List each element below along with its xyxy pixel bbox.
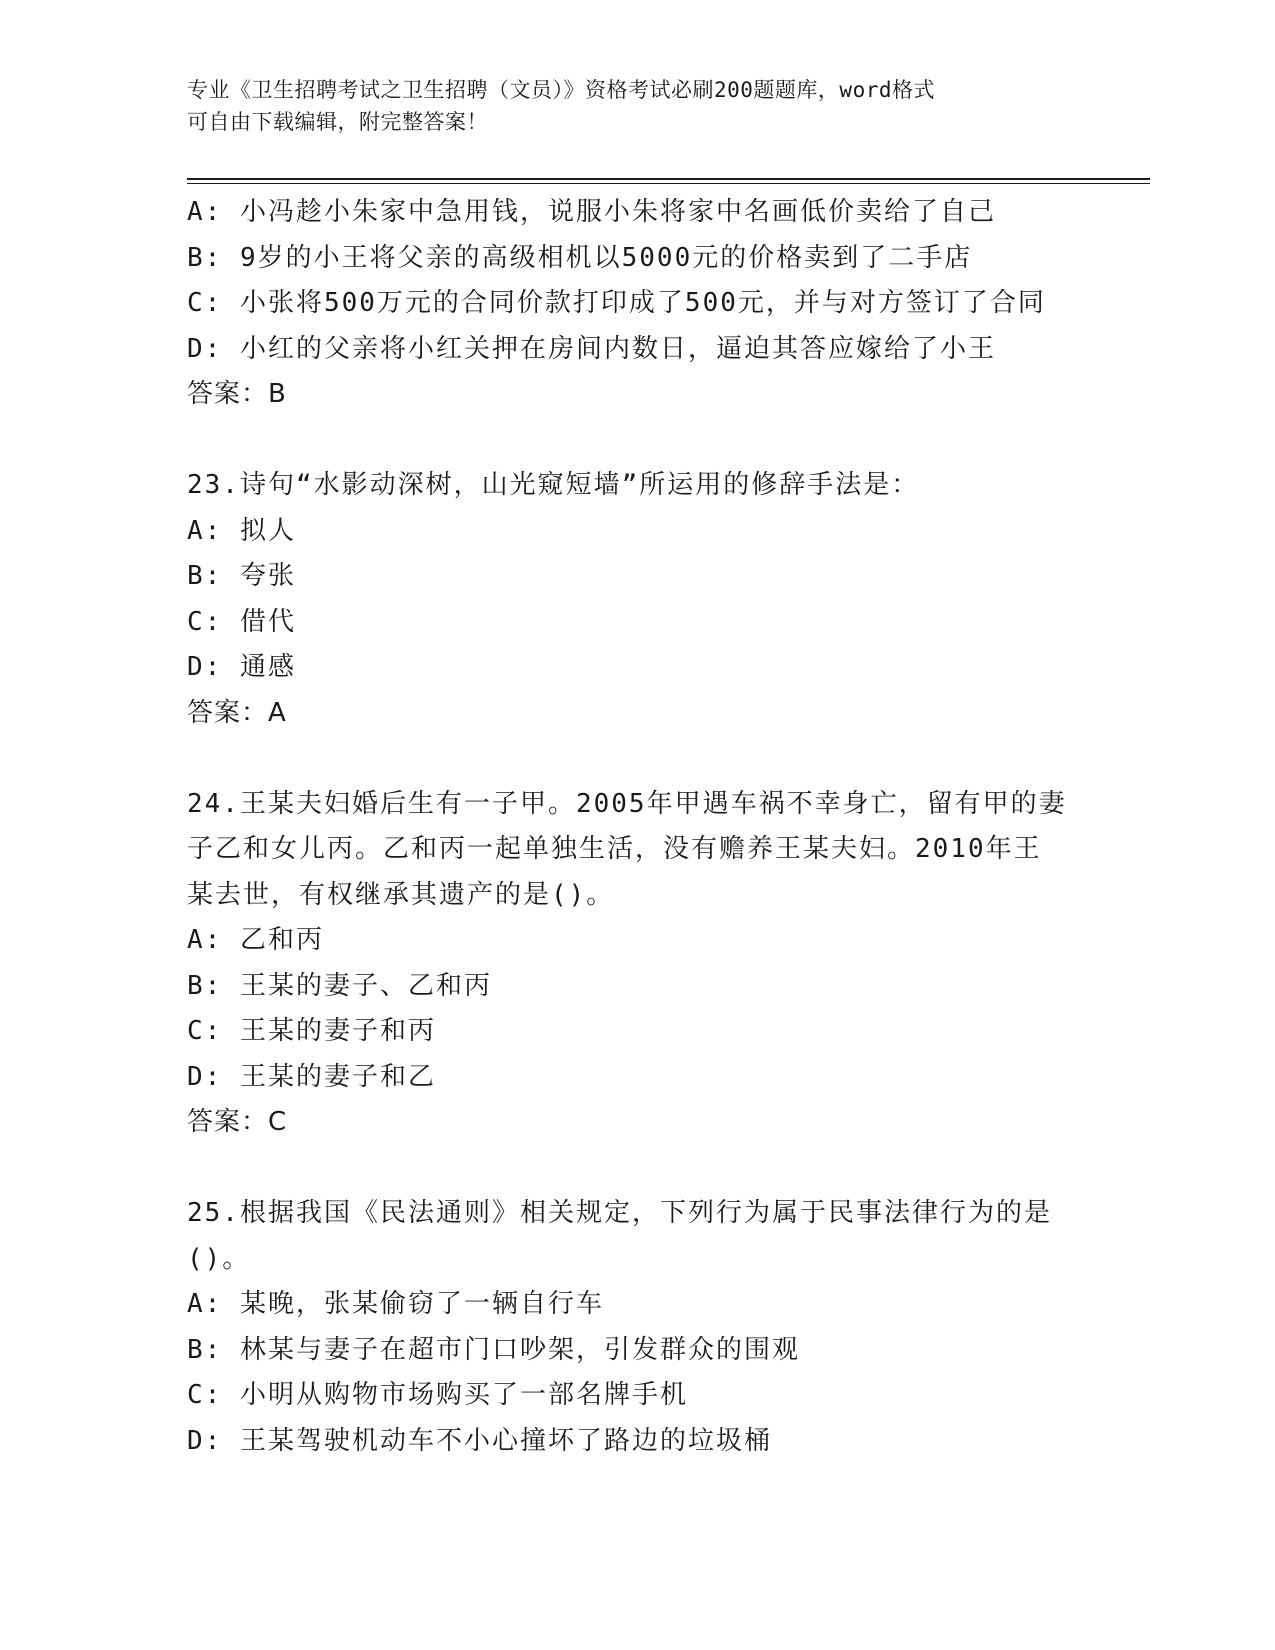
option-d: D: 通感 xyxy=(187,652,296,682)
option-c: C: 借代 xyxy=(187,606,296,637)
option-a: A: 小冯趁小朱家中急用钱，说服小朱将家中名画低价卖给了自己 xyxy=(187,197,996,227)
question-stem-line-2: ()。 xyxy=(187,1243,251,1274)
question-stem-line-1: 25.根据我国《民法通则》相关规定，下列行为属于民事法律行为的是 xyxy=(187,1198,1052,1228)
question-stem-line-3: 某去世，有权继承其遗产的是()。 xyxy=(187,879,615,910)
question-25 xyxy=(187,1191,1087,1464)
question-22-continued xyxy=(187,190,1087,418)
question-stem-line-1: 24.王某夫妇婚后生有一子甲。2005年甲遇车祸不幸身亡，留有甲的妻 xyxy=(187,788,1067,819)
question-24 xyxy=(187,782,1087,1146)
spacer xyxy=(187,418,1087,464)
question-23 xyxy=(187,463,1087,736)
question-stem: 23.诗句“水影动深树，山光窥短墙”所运用的修辞手法是： xyxy=(187,470,920,500)
header-rule-thin xyxy=(187,183,1150,184)
option-c: C: 小明从购物市场购买了一部名牌手机 xyxy=(187,1380,688,1410)
answer-line: 答案：C xyxy=(187,1107,288,1137)
option-b: B: 王某的妻子、乙和丙 xyxy=(187,970,492,1001)
header-line-1: 专业《卫生招聘考试之卫生招聘（文员）》资格考试必刷200题题库，word格式 xyxy=(187,78,935,102)
document-body xyxy=(187,190,1087,1464)
spacer xyxy=(187,1146,1087,1192)
option-b: B: 林某与妻子在超市门口吵架，引发群众的围观 xyxy=(187,1334,800,1365)
option-d: D: 王某驾驶机动车不小心撞坏了路边的垃圾桶 xyxy=(187,1425,772,1456)
option-b: B: 夸张 xyxy=(187,561,296,591)
answer-line: 答案：A xyxy=(187,697,287,728)
option-d: D: 小红的父亲将小红关押在房间内数日，逼迫其答应嫁给了小王 xyxy=(187,333,996,364)
header-line-2: 可自由下载编辑，附完整答案！ xyxy=(187,110,488,134)
option-b: B: 9岁的小王将父亲的高级相机以5000元的价格卖到了二手店 xyxy=(187,242,973,273)
question-stem-line-2: 子乙和女儿丙。乙和丙一起单独生活，没有赡养王某夫妇。2010年王 xyxy=(187,834,1042,864)
option-c: C: 小张将500万元的合同价款打印成了500元，并与对方签订了合同 xyxy=(187,288,1046,318)
spacer xyxy=(187,736,1087,782)
answer-line: 答案：B xyxy=(187,379,287,409)
document-header xyxy=(187,74,1087,138)
option-c: C: 王某的妻子和丙 xyxy=(187,1016,436,1046)
option-a: A: 拟人 xyxy=(187,515,296,546)
option-d: D: 王某的妻子和乙 xyxy=(187,1061,436,1092)
option-a: A: 某晚，张某偷窃了一辆自行车 xyxy=(187,1289,604,1319)
option-a: A: 乙和丙 xyxy=(187,925,324,955)
header-rule-thick xyxy=(187,178,1150,180)
